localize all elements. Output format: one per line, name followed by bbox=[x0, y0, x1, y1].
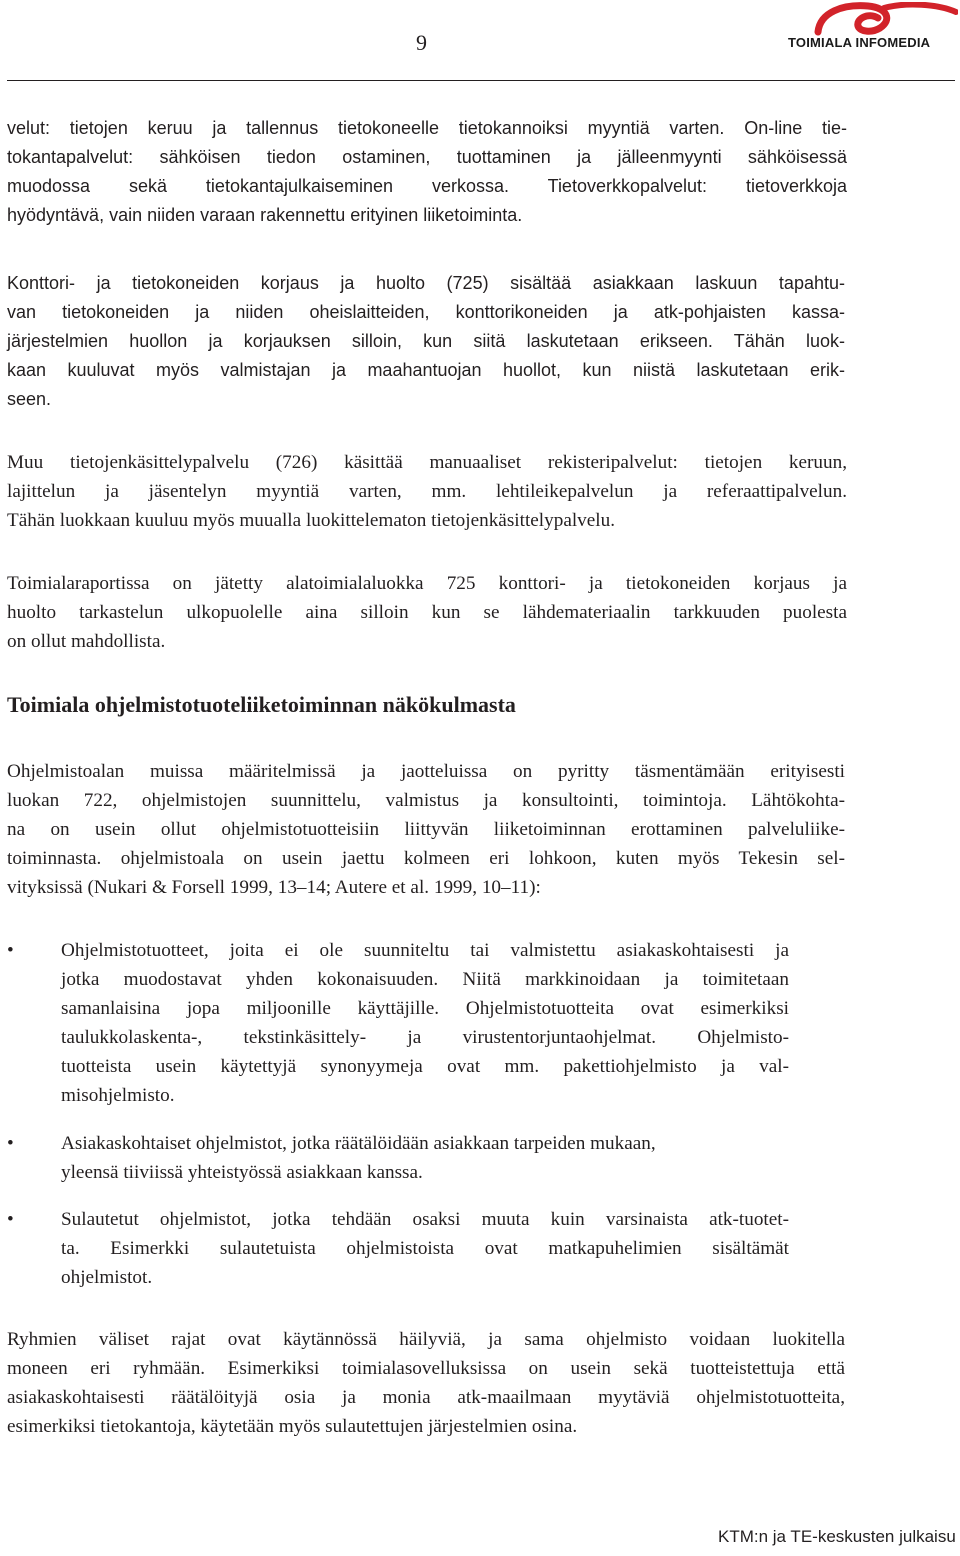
paragraph-online-services bbox=[7, 114, 847, 230]
text-line: ta. Esimerkki sulautetuista ohjelmistoista ovat matkapuhelimien sisältämät bbox=[61, 1238, 789, 1259]
text-line: van tietokoneiden ja niiden oheislaitteiden, konttorikoneiden ja atk-pohjaisten kassa- bbox=[7, 302, 845, 322]
text-line: Muu tietojenkäsittelypalvelu (726) käsittää manuaaliset rekisteripalvelut: tietojen keruun, bbox=[7, 452, 847, 473]
text-line: on ollut mahdollista. bbox=[7, 631, 166, 652]
text-line: luokan 722, ohjelmistojen suunnittelu, valmistus ja konsultointi, toimintoja. Lähtökohta- bbox=[7, 790, 845, 811]
text-line: toiminnasta. ohjelmistoala on usein jaettu kolmeen eri lohkoon, kuten myös Tekesin sel- bbox=[7, 848, 845, 869]
text-line: Ohjelmistoalan muissa määritelmissä ja jaotteluissa on pyritty täsmentämään erityisesti bbox=[7, 761, 845, 782]
text-line: Tähän luokkaan kuuluu myös muualla luokittelematon tietojenkäsittelypalvelu. bbox=[7, 510, 615, 531]
text-line: lajittelun ja jäsentelyn myyntiä varten, mm. lehtileikepalvelun ja referaattipalvelun. bbox=[7, 481, 847, 502]
text-line: jotka muodostavat yhden kokonaisuuden. Niitä markkinoidaan ja toimitetaan bbox=[61, 969, 789, 990]
text-line: samanlaisina jopa miljoonille käyttäjille. Ohjelmistotuotteita ovat esimerkiksi bbox=[61, 998, 789, 1019]
logo-swoosh-icon bbox=[788, 2, 958, 36]
paragraph-report-scope bbox=[7, 569, 847, 656]
text-line: yleensä tiiviissä yhteistyössä asiakkaan kanssa. bbox=[61, 1162, 423, 1183]
paragraph-software-definitions bbox=[7, 757, 845, 902]
text-line: seen. bbox=[7, 389, 52, 409]
paragraph-other-data-processing bbox=[7, 448, 847, 535]
header-rule bbox=[7, 80, 955, 81]
text-line: muodossa sekä tietokantajulkaiseminen verkossa. Tietoverkkopalvelut: tietoverkkoja bbox=[7, 176, 847, 196]
text-line: tuotteista usein käytettyjä synonyymeja ovat mm. pakettiohjelmisto ja val- bbox=[61, 1056, 789, 1077]
text-line: Konttori- ja tietokoneiden korjaus ja huolto (725) sisältää asiakkaan laskuun tapahtu- bbox=[7, 273, 845, 293]
text-line: Sulautetut ohjelmistot, jotka tehdään osaksi muuta kuin varsinaista atk-tuotet- bbox=[61, 1209, 789, 1230]
text-line: hyödyntävä, vain niiden varaan rakennettu erityinen liiketoiminta. bbox=[7, 205, 523, 225]
list-item-text bbox=[61, 1129, 789, 1187]
text-line: na on usein ollut ohjelmistotuotteisiin liittyvän liiketoiminnan erottaminen palveluliike- bbox=[7, 819, 845, 840]
text-line: Asiakaskohtaiset ohjelmistot, jotka räätälöidään asiakkaan tarpeiden mukaan, bbox=[61, 1133, 656, 1154]
bullet-icon: • bbox=[7, 1133, 14, 1154]
text-line: ohjelmistot. bbox=[61, 1267, 153, 1288]
text-line: asiakaskohtaisesti räätälöityjä osia ja monia atk-maailmaan myytäviä ohjelmistotuotteita, bbox=[7, 1387, 845, 1408]
text-line: Ryhmien väliset rajat ovat käytännössä häilyviä, ja sama ohjelmisto voidaan luokitella bbox=[7, 1329, 845, 1350]
bullet-icon: • bbox=[7, 940, 14, 961]
page-number: 9 bbox=[416, 30, 427, 55]
bullet-icon: • bbox=[7, 1209, 14, 1230]
text-line: vityksissä (Nukari & Forsell 1999, 13–14; Autere et al. 1999, 10–11): bbox=[7, 877, 541, 898]
text-line: Toimialaraportissa on jätetty alatoimialaluokka 725 konttori- ja tietokoneiden korjaus ja bbox=[7, 573, 847, 594]
footer-publication: KTM:n ja TE-keskusten julkaisu bbox=[718, 1527, 956, 1546]
paragraph-group-boundaries bbox=[7, 1325, 845, 1441]
text-line: kaan kuuluvat myös valmistajan ja maahantuojan huollot, kun niistä laskutetaan erik- bbox=[7, 360, 845, 380]
paragraph-repair-maintenance bbox=[7, 269, 845, 414]
list-item-text bbox=[61, 1205, 789, 1292]
text-line: esimerkiksi tietokantoja, käytetään myös sulautettujen järjestelmien osina. bbox=[7, 1416, 578, 1437]
text-line: huolto tarkastelun ulkopuolelle aina silloin kun se lähdemateriaalin tarkkuuden puolesta bbox=[7, 602, 847, 623]
toimiala-infomedia-logo bbox=[788, 2, 958, 52]
text-line: velut: tietojen keruu ja tallennus tietokoneelle tietokannoiksi myyntiä varten. On-line tie- bbox=[7, 118, 847, 138]
section-heading: Toimiala ohjelmistotuoteliiketoiminnan näkökulmasta bbox=[7, 692, 516, 717]
text-line: tokantapalvelut: sähköisen tiedon ostaminen, tuottaminen ja jälleenmyynti sähköisessä bbox=[7, 147, 847, 167]
text-line: misohjelmisto. bbox=[61, 1085, 175, 1106]
text-line: järjestelmien huollon ja korjauksen silloin, kun siitä laskutetaan erikseen. Tähän luok- bbox=[7, 331, 845, 351]
logo-text: TOIMIALA INFOMEDIA bbox=[788, 35, 931, 50]
text-line: Ohjelmistotuotteet, joita ei ole suunniteltu tai valmistettu asiakaskohtaisesti ja bbox=[61, 940, 789, 961]
text-line: taulukkolaskenta-, tekstinkäsittely- ja virustentorjuntaohjelmat. Ohjelmisto- bbox=[61, 1027, 789, 1048]
text-line: moneen eri ryhmään. Esimerkiksi toimialasovelluksissa on usein sekä tuotteistettuja että bbox=[7, 1358, 845, 1379]
list-item-text bbox=[61, 936, 789, 1110]
